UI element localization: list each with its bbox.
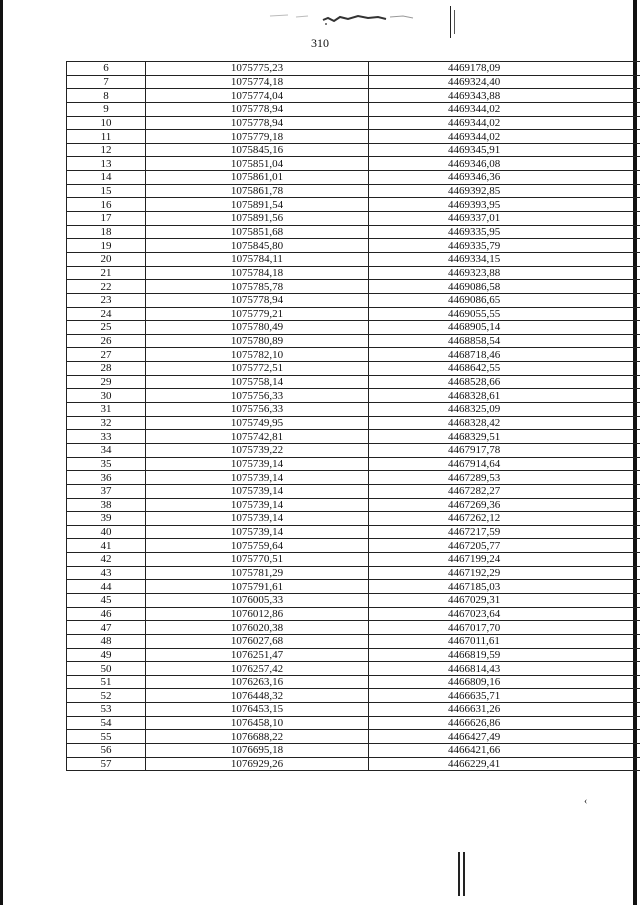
point-number-cell: 38 — [67, 498, 146, 512]
y-coordinate-cell: 4466626,86 — [369, 716, 640, 730]
point-number-cell: 8 — [67, 89, 146, 103]
table-row — [67, 566, 640, 580]
point-number-cell: 36 — [67, 471, 146, 485]
left-scan-edge — [0, 0, 3, 905]
x-coordinate-cell: 1075742,81 — [146, 430, 369, 444]
table-row — [67, 334, 640, 348]
y-coordinate-cell: 4469178,09 — [369, 62, 640, 76]
point-number-cell: 51 — [67, 675, 146, 689]
y-coordinate-cell: 4469055,55 — [369, 307, 640, 321]
point-number-cell: 17 — [67, 212, 146, 226]
point-number-cell: 41 — [67, 539, 146, 553]
point-number-cell: 34 — [67, 443, 146, 457]
table-row — [67, 293, 640, 307]
y-coordinate-cell: 4467199,24 — [369, 553, 640, 567]
y-coordinate-cell: 4469345,91 — [369, 143, 640, 157]
y-coordinate-cell: 4468325,09 — [369, 403, 640, 417]
y-coordinate-cell: 4467269,36 — [369, 498, 640, 512]
point-number-cell: 22 — [67, 280, 146, 294]
point-number-cell: 39 — [67, 512, 146, 526]
y-coordinate-cell: 4469344,02 — [369, 116, 640, 130]
table-row — [67, 62, 640, 76]
table-row — [67, 689, 640, 703]
point-number-cell: 21 — [67, 266, 146, 280]
y-coordinate-cell: 4466635,71 — [369, 689, 640, 703]
point-number-cell: 49 — [67, 648, 146, 662]
table-row — [67, 239, 640, 253]
x-coordinate-cell: 1075774,18 — [146, 75, 369, 89]
x-coordinate-cell: 1075791,61 — [146, 580, 369, 594]
point-number-cell: 32 — [67, 416, 146, 430]
y-coordinate-cell: 4467917,78 — [369, 443, 640, 457]
y-coordinate-cell: 4466814,43 — [369, 662, 640, 676]
point-number-cell: 31 — [67, 403, 146, 417]
bottom-binding-line — [458, 852, 460, 896]
table-row — [67, 744, 640, 758]
y-coordinate-cell: 4466427,49 — [369, 730, 640, 744]
point-number-cell: 47 — [67, 621, 146, 635]
y-coordinate-cell: 4469337,01 — [369, 212, 640, 226]
y-coordinate-cell: 4468528,66 — [369, 375, 640, 389]
y-coordinate-cell: 4469346,08 — [369, 157, 640, 171]
top-binding-line-2 — [454, 10, 455, 34]
x-coordinate-cell: 1075781,29 — [146, 566, 369, 580]
y-coordinate-cell: 4469086,58 — [369, 280, 640, 294]
x-coordinate-cell: 1075845,16 — [146, 143, 369, 157]
coordinate-table — [66, 61, 640, 771]
table-row — [67, 512, 640, 526]
table-row — [67, 252, 640, 266]
y-coordinate-cell: 4467914,64 — [369, 457, 640, 471]
y-coordinate-cell: 4469323,88 — [369, 266, 640, 280]
x-coordinate-cell: 1076020,38 — [146, 621, 369, 635]
y-coordinate-cell: 4469343,88 — [369, 89, 640, 103]
table-row — [67, 621, 640, 635]
table-row — [67, 416, 640, 430]
y-coordinate-cell: 4466819,59 — [369, 648, 640, 662]
y-coordinate-cell: 4469393,95 — [369, 198, 640, 212]
x-coordinate-cell: 1076012,86 — [146, 607, 369, 621]
y-coordinate-cell: 4467023,64 — [369, 607, 640, 621]
y-coordinate-cell: 4469086,65 — [369, 293, 640, 307]
bottom-binding-line-2 — [463, 852, 465, 896]
x-coordinate-cell: 1076005,33 — [146, 593, 369, 607]
x-coordinate-cell: 1075739,14 — [146, 525, 369, 539]
point-number-cell: 48 — [67, 634, 146, 648]
y-coordinate-cell: 4469344,02 — [369, 130, 640, 144]
point-number-cell: 56 — [67, 744, 146, 758]
x-coordinate-cell: 1076688,22 — [146, 730, 369, 744]
point-number-cell: 50 — [67, 662, 146, 676]
y-coordinate-cell: 4466631,26 — [369, 703, 640, 717]
table-row — [67, 225, 640, 239]
y-coordinate-cell: 4469335,79 — [369, 239, 640, 253]
table-row — [67, 607, 640, 621]
point-number-cell: 7 — [67, 75, 146, 89]
table-row — [67, 130, 640, 144]
x-coordinate-cell: 1075756,33 — [146, 389, 369, 403]
page-number: 310 — [311, 36, 329, 50]
table-row — [67, 634, 640, 648]
x-coordinate-cell: 1075759,64 — [146, 539, 369, 553]
table-row — [67, 143, 640, 157]
y-coordinate-cell: 4469335,95 — [369, 225, 640, 239]
y-coordinate-cell: 4467217,59 — [369, 525, 640, 539]
point-number-cell: 13 — [67, 157, 146, 171]
table-row — [67, 102, 640, 116]
y-coordinate-cell: 4469344,02 — [369, 102, 640, 116]
point-number-cell: 10 — [67, 116, 146, 130]
table-row — [67, 362, 640, 376]
point-number-cell: 26 — [67, 334, 146, 348]
point-number-cell: 29 — [67, 375, 146, 389]
x-coordinate-cell: 1075739,14 — [146, 457, 369, 471]
point-number-cell: 6 — [67, 62, 146, 76]
point-number-cell: 27 — [67, 348, 146, 362]
x-coordinate-cell: 1075739,14 — [146, 498, 369, 512]
point-number-cell: 42 — [67, 553, 146, 567]
y-coordinate-cell: 4467282,27 — [369, 484, 640, 498]
point-number-cell: 53 — [67, 703, 146, 717]
x-coordinate-cell: 1076453,15 — [146, 703, 369, 717]
x-coordinate-cell: 1075851,68 — [146, 225, 369, 239]
edge-mark: ‹ — [584, 796, 588, 807]
x-coordinate-cell: 1075861,01 — [146, 171, 369, 185]
y-coordinate-cell: 4469324,40 — [369, 75, 640, 89]
y-coordinate-cell: 4467029,31 — [369, 593, 640, 607]
table-row — [67, 266, 640, 280]
y-coordinate-cell: 4467017,70 — [369, 621, 640, 635]
table-row — [67, 89, 640, 103]
x-coordinate-cell: 1075739,14 — [146, 471, 369, 485]
table-row — [67, 457, 640, 471]
point-number-cell: 44 — [67, 580, 146, 594]
table-row — [67, 157, 640, 171]
table-row — [67, 484, 640, 498]
point-number-cell: 43 — [67, 566, 146, 580]
point-number-cell: 19 — [67, 239, 146, 253]
x-coordinate-cell: 1075851,04 — [146, 157, 369, 171]
x-coordinate-cell: 1075891,56 — [146, 212, 369, 226]
y-coordinate-cell: 4469334,15 — [369, 252, 640, 266]
y-coordinate-cell: 4469346,36 — [369, 171, 640, 185]
point-number-cell: 33 — [67, 430, 146, 444]
y-coordinate-cell: 4467011,61 — [369, 634, 640, 648]
table-row — [67, 280, 640, 294]
y-coordinate-cell: 4466809,16 — [369, 675, 640, 689]
point-number-cell: 40 — [67, 525, 146, 539]
y-coordinate-cell: 4469392,85 — [369, 184, 640, 198]
y-coordinate-cell: 4468642,55 — [369, 362, 640, 376]
x-coordinate-cell: 1075758,14 — [146, 375, 369, 389]
table-row — [67, 662, 640, 676]
table-row — [67, 498, 640, 512]
table-row — [67, 539, 640, 553]
top-binding-line — [450, 6, 451, 38]
x-coordinate-cell: 1075739,22 — [146, 443, 369, 457]
table-row — [67, 321, 640, 335]
table-row — [67, 580, 640, 594]
point-number-cell: 37 — [67, 484, 146, 498]
table-row — [67, 730, 640, 744]
x-coordinate-cell: 1076929,26 — [146, 757, 369, 771]
point-number-cell: 9 — [67, 102, 146, 116]
point-number-cell: 25 — [67, 321, 146, 335]
y-coordinate-cell: 4468905,14 — [369, 321, 640, 335]
point-number-cell: 28 — [67, 362, 146, 376]
point-number-cell: 52 — [67, 689, 146, 703]
coordinate-table-wrapper — [66, 61, 585, 771]
x-coordinate-cell: 1075784,18 — [146, 266, 369, 280]
table-row — [67, 389, 640, 403]
x-coordinate-cell: 1075782,10 — [146, 348, 369, 362]
table-row — [67, 716, 640, 730]
table-row — [67, 171, 640, 185]
table-row — [67, 430, 640, 444]
point-number-cell: 55 — [67, 730, 146, 744]
y-coordinate-cell: 4467192,29 — [369, 566, 640, 580]
x-coordinate-cell: 1075784,11 — [146, 252, 369, 266]
table-row — [67, 703, 640, 717]
table-row — [67, 553, 640, 567]
x-coordinate-cell: 1075756,33 — [146, 403, 369, 417]
x-coordinate-cell: 1075845,80 — [146, 239, 369, 253]
x-coordinate-cell: 1075778,94 — [146, 293, 369, 307]
table-row — [67, 443, 640, 457]
x-coordinate-cell: 1075891,54 — [146, 198, 369, 212]
x-coordinate-cell: 1075739,14 — [146, 484, 369, 498]
point-number-cell: 35 — [67, 457, 146, 471]
point-number-cell: 12 — [67, 143, 146, 157]
x-coordinate-cell: 1075779,21 — [146, 307, 369, 321]
point-number-cell: 57 — [67, 757, 146, 771]
scan-artifact-mark — [268, 10, 418, 28]
point-number-cell: 54 — [67, 716, 146, 730]
table-row — [67, 403, 640, 417]
x-coordinate-cell: 1075785,78 — [146, 280, 369, 294]
x-coordinate-cell: 1075775,23 — [146, 62, 369, 76]
table-row — [67, 471, 640, 485]
point-number-cell: 46 — [67, 607, 146, 621]
x-coordinate-cell: 1076695,18 — [146, 744, 369, 758]
table-row — [67, 75, 640, 89]
y-coordinate-cell: 4468858,54 — [369, 334, 640, 348]
x-coordinate-cell: 1075770,51 — [146, 553, 369, 567]
point-number-cell: 18 — [67, 225, 146, 239]
point-number-cell: 45 — [67, 593, 146, 607]
point-number-cell: 11 — [67, 130, 146, 144]
y-coordinate-cell: 4467205,77 — [369, 539, 640, 553]
table-row — [67, 375, 640, 389]
y-coordinate-cell: 4467185,03 — [369, 580, 640, 594]
x-coordinate-cell: 1076257,42 — [146, 662, 369, 676]
x-coordinate-cell: 1075861,78 — [146, 184, 369, 198]
x-coordinate-cell: 1075778,94 — [146, 116, 369, 130]
table-row — [67, 307, 640, 321]
y-coordinate-cell: 4467289,53 — [369, 471, 640, 485]
x-coordinate-cell: 1076251,47 — [146, 648, 369, 662]
coordinate-table-body — [67, 62, 640, 771]
table-row — [67, 757, 640, 771]
table-row — [67, 348, 640, 362]
x-coordinate-cell: 1075779,18 — [146, 130, 369, 144]
table-row — [67, 675, 640, 689]
x-coordinate-cell: 1076263,16 — [146, 675, 369, 689]
y-coordinate-cell: 4468718,46 — [369, 348, 640, 362]
point-number-cell: 30 — [67, 389, 146, 403]
point-number-cell: 20 — [67, 252, 146, 266]
x-coordinate-cell: 1075772,51 — [146, 362, 369, 376]
table-row — [67, 116, 640, 130]
table-row — [67, 212, 640, 226]
x-coordinate-cell: 1075780,89 — [146, 334, 369, 348]
y-coordinate-cell: 4466229,41 — [369, 757, 640, 771]
x-coordinate-cell: 1076458,10 — [146, 716, 369, 730]
point-number-cell: 24 — [67, 307, 146, 321]
x-coordinate-cell: 1075774,04 — [146, 89, 369, 103]
y-coordinate-cell: 4468329,51 — [369, 430, 640, 444]
y-coordinate-cell: 4468328,42 — [369, 416, 640, 430]
table-row — [67, 198, 640, 212]
x-coordinate-cell: 1076448,32 — [146, 689, 369, 703]
y-coordinate-cell: 4467262,12 — [369, 512, 640, 526]
table-row — [67, 648, 640, 662]
x-coordinate-cell: 1075778,94 — [146, 102, 369, 116]
y-coordinate-cell: 4468328,61 — [369, 389, 640, 403]
table-row — [67, 184, 640, 198]
x-coordinate-cell: 1075780,49 — [146, 321, 369, 335]
x-coordinate-cell: 1075749,95 — [146, 416, 369, 430]
y-coordinate-cell: 4466421,66 — [369, 744, 640, 758]
point-number-cell: 23 — [67, 293, 146, 307]
x-coordinate-cell: 1075739,14 — [146, 512, 369, 526]
point-number-cell: 16 — [67, 198, 146, 212]
point-number-cell: 14 — [67, 171, 146, 185]
table-row — [67, 525, 640, 539]
x-coordinate-cell: 1076027,68 — [146, 634, 369, 648]
point-number-cell: 15 — [67, 184, 146, 198]
table-row — [67, 593, 640, 607]
